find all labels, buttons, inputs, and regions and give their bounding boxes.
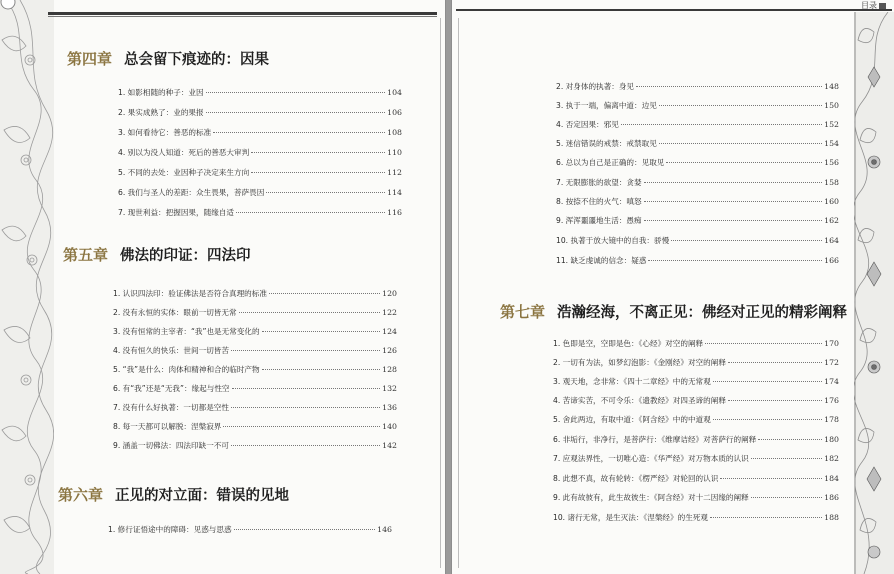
floral-border-ornament-left	[0, 0, 54, 574]
toc-entry-text: 7. 应观法界性，一切唯心造：《华严经》对万物本质的认识	[553, 454, 749, 463]
toc-entry-text: 9. 此有故彼有，此生故彼生：《阿含经》对十二因缘的阐释	[553, 493, 749, 502]
chapter-title: 浩瀚经海，不离正见：佛经对正见的精彩阐释	[557, 304, 848, 321]
header-square-icon	[879, 3, 886, 9]
toc-page-number: 150	[824, 101, 839, 110]
toc-page-number: 172	[824, 358, 839, 367]
toc-entry[interactable]	[553, 453, 839, 464]
toc-entry-text: 2. 果实成熟了：业的果报	[118, 108, 204, 117]
toc-page-number: 124	[382, 327, 397, 336]
toc-page-number: 160	[824, 197, 839, 206]
toc-entry[interactable]	[553, 338, 839, 349]
dot-leader	[728, 400, 822, 401]
toc-entry[interactable]	[113, 364, 397, 375]
toc-entry[interactable]	[556, 196, 839, 207]
toc-entry-text: 7. 没有什么好执著：一切都是空性	[113, 403, 229, 412]
page-edge-line	[458, 18, 459, 568]
toc-entry-text: 2. 没有永恒的实体：眼前一切皆无常	[113, 308, 237, 317]
toc-page-number: 106	[387, 108, 402, 117]
toc-page-number: 170	[824, 339, 839, 348]
dot-leader	[234, 529, 376, 530]
dot-leader	[713, 419, 822, 420]
dot-leader	[206, 92, 386, 93]
chapter-heading	[500, 301, 847, 322]
toc-entry-text: 10. 诸行无常，是生灭法：《涅槃经》的生死观	[553, 513, 708, 522]
toc-entry[interactable]	[113, 421, 397, 432]
toc-entry[interactable]	[556, 157, 839, 168]
toc-entry[interactable]	[553, 434, 839, 445]
chapter-number: 第六章	[58, 486, 104, 504]
toc-page-number: 158	[824, 178, 839, 187]
dot-leader	[713, 381, 822, 382]
toc-entry[interactable]	[556, 100, 839, 111]
dot-leader	[659, 143, 822, 144]
toc-entry[interactable]	[118, 207, 402, 218]
dot-leader	[269, 293, 380, 294]
toc-page-number: 180	[824, 435, 839, 444]
toc-page-number: 188	[824, 513, 839, 522]
floral-border-ornament-right	[854, 12, 894, 574]
running-header-label: 目录	[861, 1, 877, 10]
toc-entry[interactable]	[553, 492, 839, 503]
dot-leader	[206, 112, 386, 113]
dot-leader	[231, 407, 380, 408]
toc-entry[interactable]	[113, 307, 397, 318]
dot-leader	[236, 212, 385, 213]
dot-leader	[758, 439, 822, 440]
toc-entry-text: 9. 涵盖一切佛法：四法印缺一不可	[113, 441, 229, 450]
chapter-title: 总会留下痕迹的：因果	[124, 51, 270, 68]
dot-leader	[720, 478, 822, 479]
toc-entry-text: 4. 别以为没人知道：死后的善恶大审判	[118, 148, 250, 157]
chapter-heading	[58, 484, 289, 505]
toc-entry-text: 4. 没有恒久的快乐：世间一切皆苦	[113, 346, 229, 355]
toc-entry-text: 5. 不同的去处：业因种子决定来生方向	[118, 168, 250, 177]
dot-leader	[266, 192, 385, 193]
toc-entry-text: 1. 认识四法印：验证佛法是否符合真理的标准	[113, 289, 267, 298]
toc-entry[interactable]	[553, 357, 839, 368]
toc-entry-text: 5. “我”是什么：肉体和精神和合的临时产物	[113, 365, 260, 374]
toc-page-number: 136	[382, 403, 397, 412]
toc-page-number: 128	[382, 365, 397, 374]
toc-entry-text: 9. 浑浑噩噩地生活：愚痴	[556, 216, 642, 225]
toc-page-number: 164	[824, 236, 839, 245]
toc-entry-text: 8. 每一天都可以解脱：涅槃寂界	[113, 422, 222, 431]
dot-leader	[728, 362, 822, 363]
toc-page-number: 152	[824, 120, 839, 129]
toc-page-number: 126	[382, 346, 397, 355]
toc-page-number: 178	[824, 415, 839, 424]
toc-entry[interactable]	[553, 512, 839, 523]
toc-page-number: 110	[387, 148, 402, 157]
toc-entry[interactable]	[118, 187, 402, 198]
toc-page-number: 122	[382, 308, 397, 317]
page-edge-line	[440, 18, 441, 568]
dot-leader	[659, 105, 822, 106]
toc-entry[interactable]	[556, 255, 839, 266]
chapter-number: 第七章	[500, 303, 546, 321]
toc-page-number: 112	[387, 168, 402, 177]
dot-leader	[644, 182, 823, 183]
toc-page-number: 116	[387, 208, 402, 217]
toc-entry[interactable]	[556, 138, 839, 149]
toc-entry-text: 1. 修行证悟途中的障碍：见惑与思惑	[108, 525, 232, 534]
toc-page-number: 154	[824, 139, 839, 148]
dot-leader	[262, 369, 380, 370]
dot-leader	[644, 220, 823, 221]
toc-page-number: 162	[824, 216, 839, 225]
toc-page-number: 132	[382, 384, 397, 393]
dot-leader	[232, 388, 381, 389]
toc-entry[interactable]	[113, 326, 397, 337]
toc-entry-text: 8. 此想不真，故有轮转：《楞严经》对轮回的认识	[553, 474, 719, 483]
toc-page-number: 108	[387, 128, 402, 137]
top-rule-thin	[48, 16, 437, 17]
dot-leader	[621, 124, 822, 125]
toc-entry-text: 7. 现世利益：把握因果，随缘自适	[118, 208, 234, 217]
toc-entry-text: 5. 迷信错误的戒禁：戒禁取见	[556, 139, 657, 148]
toc-entry-text: 6. 非垢行，非净行，是菩萨行：《维摩诘经》对菩萨行的阐释	[553, 435, 757, 444]
toc-entry-text: 4. 否定因果：邪见	[556, 120, 619, 129]
dot-leader	[262, 331, 380, 332]
toc-entry-text: 2. 一切有为法，如梦幻泡影：《金刚经》对空的阐释	[553, 358, 726, 367]
toc-page-number: 140	[382, 422, 397, 431]
dot-leader	[751, 497, 822, 498]
toc-page-number: 184	[824, 474, 839, 483]
toc-entry-text: 7. 无限膨胀的欲望：贪婪	[556, 178, 642, 187]
toc-entry-text: 10. 执著于放大镜中的自我：骄慢	[556, 236, 670, 245]
toc-page-number: 146	[377, 525, 392, 534]
toc-entry[interactable]	[113, 440, 397, 451]
toc-entry[interactable]	[553, 414, 839, 425]
toc-entry[interactable]	[556, 81, 839, 92]
toc-entry[interactable]	[118, 147, 402, 158]
chapter-title: 佛法的印证：四法印	[120, 247, 251, 264]
dot-leader	[231, 445, 380, 446]
toc-entry[interactable]	[556, 119, 839, 130]
toc-entry[interactable]	[113, 383, 397, 394]
toc-entry-text: 5. 舍此两边，有取中道：《阿含经》中的中道观	[553, 415, 711, 424]
toc-entry-text: 1. 色即是空，空即是色：《心经》对空的阐释	[553, 339, 704, 348]
toc-entry-text: 6. 我们与圣人的差距：众生畏果，菩萨畏因	[118, 188, 265, 197]
dot-leader	[666, 162, 822, 163]
toc-page-number: 120	[382, 289, 397, 298]
chapter-title: 正见的对立面：错误的见地	[115, 487, 290, 504]
toc-entry-text: 3. 观天地，念非常：《四十二章经》中的无常观	[553, 377, 711, 386]
toc-entry-text: 3. 如何看待它：善恶的标准	[118, 128, 212, 137]
toc-entry[interactable]	[118, 107, 402, 118]
toc-entry-text: 4. 苦谛实苦，不可令乐：《遗教经》对四圣谛的阐释	[553, 396, 726, 405]
toc-entry[interactable]	[553, 376, 839, 387]
dot-leader	[213, 132, 385, 133]
dot-leader	[231, 350, 380, 351]
dot-leader	[710, 517, 822, 518]
toc-entry[interactable]	[113, 288, 397, 299]
toc-page-number: 174	[824, 377, 839, 386]
toc-entry[interactable]	[113, 345, 397, 356]
dot-leader	[239, 312, 381, 313]
toc-entry-text: 11. 缺乏虔诚的信念：疑惑	[556, 256, 647, 265]
toc-entry[interactable]	[113, 402, 397, 413]
toc-page-number: 148	[824, 82, 839, 91]
toc-page-number: 182	[824, 454, 839, 463]
dot-leader	[223, 426, 380, 427]
toc-entry-text: 6. 总以为自己是正确的：见取见	[556, 158, 665, 167]
right-page	[451, 0, 894, 574]
toc-entry-text: 8. 按捺不住的火气：嗔怒	[556, 197, 642, 206]
toc-page-number: 156	[824, 158, 839, 167]
chapter-heading	[63, 244, 251, 265]
dot-leader	[251, 152, 385, 153]
toc-entry-text: 3. 没有恒常的主宰者：“我”也是无常变化的	[113, 327, 260, 336]
toc-page-number: 176	[824, 396, 839, 405]
dot-leader	[671, 240, 822, 241]
dot-leader	[648, 260, 822, 261]
top-rule	[48, 12, 437, 15]
chapter-number: 第四章	[67, 50, 113, 68]
toc-entry-text: 6. 有“我”还是“无我”：缘起与性空	[113, 384, 230, 393]
toc-entry[interactable]	[553, 395, 839, 406]
toc-entry-text: 3. 执于一端，偏离中道：边见	[556, 101, 657, 110]
top-rule	[456, 9, 892, 11]
toc-page-number: 104	[387, 88, 402, 97]
chapter-heading	[67, 48, 269, 69]
toc-page-number: 114	[387, 188, 402, 197]
toc-entry[interactable]	[556, 177, 839, 188]
dot-leader	[644, 201, 823, 202]
toc-entry[interactable]	[118, 87, 402, 98]
toc-entry[interactable]	[118, 127, 402, 138]
toc-entry[interactable]	[118, 167, 402, 178]
toc-page-number: 166	[824, 256, 839, 265]
dot-leader	[705, 343, 822, 344]
dot-leader	[251, 172, 385, 173]
toc-entry-text: 1. 如影相随的种子：业因	[118, 88, 204, 97]
toc-entry-text: 2. 对身体的执著：身见	[556, 82, 635, 91]
toc-entry[interactable]	[108, 524, 392, 535]
toc-page-number: 186	[824, 493, 839, 502]
running-header	[861, 0, 886, 11]
chapter-number: 第五章	[63, 246, 109, 264]
toc-entry[interactable]	[556, 235, 839, 246]
dot-leader	[751, 458, 822, 459]
toc-page-number: 142	[382, 441, 397, 450]
left-page	[0, 0, 446, 574]
toc-entry[interactable]	[556, 215, 839, 226]
toc-entry[interactable]	[553, 473, 839, 484]
dot-leader	[636, 86, 822, 87]
